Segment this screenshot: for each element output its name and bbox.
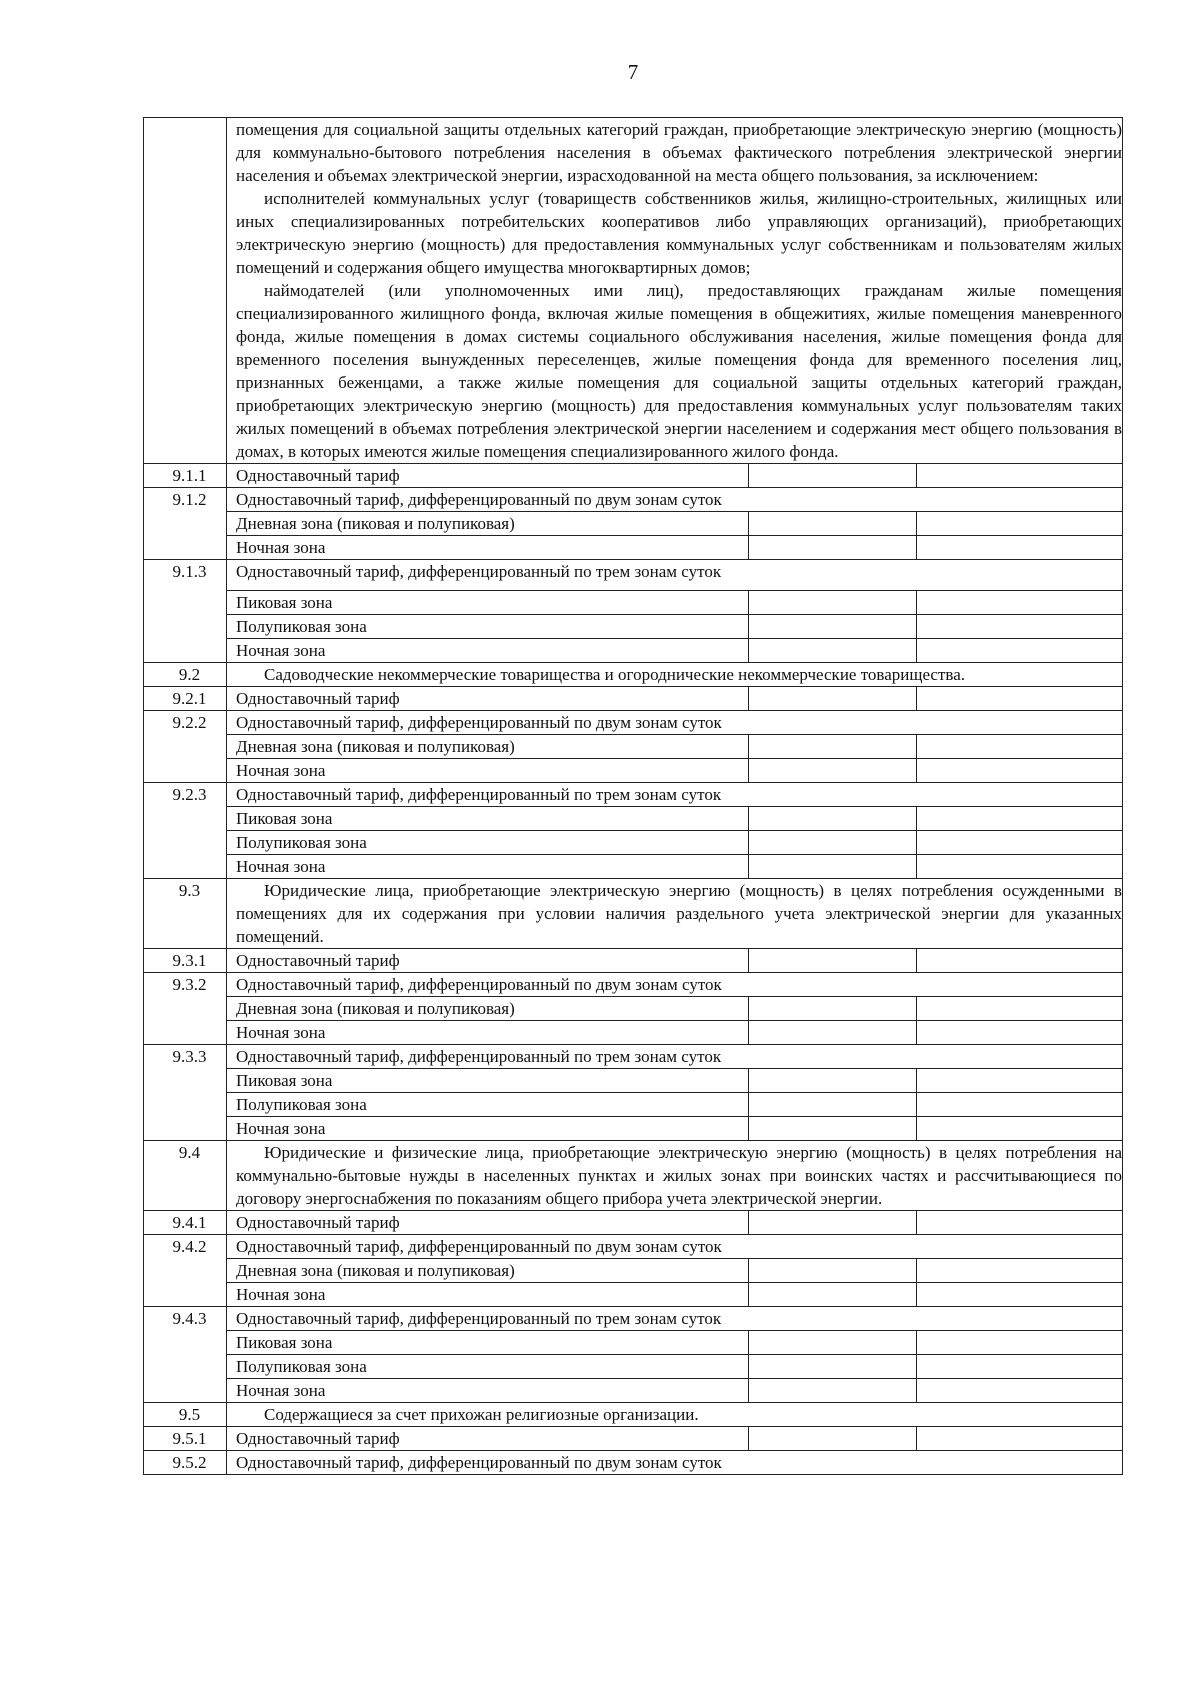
table-row: [144, 1379, 1123, 1403]
value-cell: [749, 1379, 917, 1403]
table-row: [144, 663, 1123, 687]
tariff-label: Одноставочный тариф: [227, 687, 749, 711]
value-cell: [917, 1331, 1123, 1355]
row-number: 9.4.2: [144, 1235, 227, 1307]
value-cell: [749, 615, 917, 639]
table-row: [144, 1355, 1123, 1379]
zone-label: Ночная зона: [227, 1379, 749, 1403]
section-description: Садоводческие некоммерческие товарищества и огороднические некоммерческие товарищества.: [227, 663, 1123, 687]
tariff-label: Одноставочный тариф: [227, 1427, 749, 1451]
table-row: [144, 464, 1123, 488]
value-cell: [749, 639, 917, 663]
table-row: [144, 1283, 1123, 1307]
zone-label: Полупиковая зона: [227, 831, 749, 855]
table-row: [144, 118, 1123, 464]
tariff-label: Одноставочный тариф: [227, 464, 749, 488]
table-row: [144, 1117, 1123, 1141]
paragraph: помещения для социальной защиты отдельных категорий граждан, приобретающие электрическую энергию (мощность) для коммунально-бытового потребления населения в объемах фактического потребления электрической энергии населения и объемах электрической энергии, израсходованной на места общего пользования, за исключением:: [236, 120, 1122, 185]
table-row: [144, 1069, 1123, 1093]
value-cell: [749, 1427, 917, 1451]
section-description: [227, 118, 1123, 464]
table-row: [144, 1307, 1123, 1331]
tariff-label: Одноставочный тариф, дифференцированный по двум зонам суток: [227, 1235, 1123, 1259]
value-cell: [917, 1211, 1123, 1235]
zone-label: Дневная зона (пиковая и полупиковая): [227, 1259, 749, 1283]
table-row: [144, 591, 1123, 615]
section-number: 9.3: [144, 879, 227, 949]
row-number: 9.5.2: [144, 1451, 227, 1475]
paragraph: наймодателей (или уполномоченных ими лиц), предоставляющих гражданам жилые помещения специализированного жилищного фонда, включая жилые помещения в общежитиях, жилые помещения маневренного фонда, жилые помещения в домах системы социального обслуживания населения, жилые помещения фонда для временного поселения вынужденных переселенцев, жилые помещения фонда для временного поселения лиц, признанных беженцами, а также жилые помещения для социальной защиты отдельных категорий граждан, приобретающих электрическую энергию (мощность) для предоставления коммунальных услуг пользователям таких жилых помещений в объемах потребления электрической энергии населением и содержания мест общего пользования в домах, в которых имеются жилые помещения специализированного жилого фонда.: [236, 281, 1122, 461]
zone-label: Ночная зона: [227, 1117, 749, 1141]
value-cell: [749, 1069, 917, 1093]
zone-label: Пиковая зона: [227, 807, 749, 831]
table-row: [144, 536, 1123, 560]
row-number: 9.3.3: [144, 1045, 227, 1141]
value-cell: [749, 1093, 917, 1117]
value-cell: [749, 1021, 917, 1045]
value-cell: [917, 1021, 1123, 1045]
value-cell: [749, 949, 917, 973]
value-cell: [917, 1069, 1123, 1093]
table-row: [144, 560, 1123, 591]
tariff-label: Одноставочный тариф: [227, 949, 749, 973]
zone-label: Полупиковая зона: [227, 615, 749, 639]
zone-label: Ночная зона: [227, 1283, 749, 1307]
value-cell: [917, 997, 1123, 1021]
tariff-label: Одноставочный тариф, дифференцированный по двум зонам суток: [227, 711, 1123, 735]
table-row: [144, 973, 1123, 997]
zone-label: Ночная зона: [227, 639, 749, 663]
value-cell: [917, 1259, 1123, 1283]
value-cell: [917, 1093, 1123, 1117]
value-cell: [749, 997, 917, 1021]
zone-label: Ночная зона: [227, 536, 749, 560]
value-cell: [749, 1259, 917, 1283]
value-cell: [749, 759, 917, 783]
value-cell: [917, 1283, 1123, 1307]
value-cell: [917, 735, 1123, 759]
value-cell: [917, 949, 1123, 973]
tariff-label: Одноставочный тариф, дифференцированный по двум зонам суток: [227, 973, 1123, 997]
table-row: [144, 1093, 1123, 1117]
value-cell: [749, 512, 917, 536]
zone-label: Ночная зона: [227, 1021, 749, 1045]
value-cell: [917, 807, 1123, 831]
table-row: [144, 1045, 1123, 1069]
value-cell: [749, 735, 917, 759]
row-number: 9.4.3: [144, 1307, 227, 1403]
section-number: 9.2: [144, 663, 227, 687]
table-row: [144, 949, 1123, 973]
tariff-label: Одноставочный тариф, дифференцированный по двум зонам суток: [227, 488, 1123, 512]
value-cell: [749, 1211, 917, 1235]
section-number: 9.5: [144, 1403, 227, 1427]
table-row: [144, 1259, 1123, 1283]
value-cell: [917, 536, 1123, 560]
row-number: 9.2.2: [144, 711, 227, 783]
zone-label: Пиковая зона: [227, 591, 749, 615]
value-cell: [749, 807, 917, 831]
row-number: 9.2.3: [144, 783, 227, 879]
zone-label: Дневная зона (пиковая и полупиковая): [227, 997, 749, 1021]
row-number: 9.2.1: [144, 687, 227, 711]
section-number: 9.4: [144, 1141, 227, 1211]
table-row: [144, 488, 1123, 512]
zone-label: Полупиковая зона: [227, 1093, 749, 1117]
zone-label: Дневная зона (пиковая и полупиковая): [227, 512, 749, 536]
zone-label: Дневная зона (пиковая и полупиковая): [227, 735, 749, 759]
table-row: [144, 639, 1123, 663]
table-row: [144, 997, 1123, 1021]
tariff-label: Одноставочный тариф, дифференцированный по трем зонам суток: [227, 560, 1123, 591]
value-cell: [917, 512, 1123, 536]
section-description: Юридические и физические лица, приобретающие электрическую энергию (мощность) в целях потребления на коммунально-бытовые нужды в населенных пунктах и жилых зонах при воинских частях и рассчитывающиеся по договору энергоснабжения по показаниям общего прибора учета электрической энергии.: [227, 1141, 1123, 1211]
value-cell: [749, 855, 917, 879]
value-cell: [749, 1117, 917, 1141]
zone-label: Пиковая зона: [227, 1331, 749, 1355]
page-number: 7: [627, 60, 639, 84]
table-row: [144, 687, 1123, 711]
table-row: [144, 1427, 1123, 1451]
row-number: 9.5.1: [144, 1427, 227, 1451]
value-cell: [917, 831, 1123, 855]
value-cell: [917, 687, 1123, 711]
row-number: 9.1.3: [144, 560, 227, 663]
value-cell: [749, 831, 917, 855]
value-cell: [917, 1427, 1123, 1451]
table-row: [144, 855, 1123, 879]
table-row: [144, 735, 1123, 759]
tariff-label: Одноставочный тариф, дифференцированный по трем зонам суток: [227, 1045, 1123, 1069]
table-row: [144, 1451, 1123, 1475]
value-cell: [749, 591, 917, 615]
value-cell: [917, 1117, 1123, 1141]
tariff-label: Одноставочный тариф: [227, 1211, 749, 1235]
row-number: 9.4.1: [144, 1211, 227, 1235]
value-cell: [749, 464, 917, 488]
zone-label: Ночная зона: [227, 855, 749, 879]
paragraph: исполнителей коммунальных услуг (товариществ собственников жилья, жилищно-строительных, жилищных или иных специализированных потребительских кооперативов либо управляющих организаций), приобретающих электрическую энергию (мощность) для предоставления коммунальных услуг собственникам и пользователям жилых помещений и содержания общего имущества многоквартирных домов;: [236, 189, 1122, 277]
table-row: [144, 1141, 1123, 1211]
table-row: [144, 783, 1123, 807]
value-cell: [917, 855, 1123, 879]
value-cell: [917, 591, 1123, 615]
table-row: [144, 807, 1123, 831]
value-cell: [917, 464, 1123, 488]
value-cell: [917, 615, 1123, 639]
table-row: [144, 512, 1123, 536]
section-description: Юридические лица, приобретающие электрическую энергию (мощность) в целях потребления осужденными в помещениях для их содержания при условии наличия раздельного учета электрической энергии для указанных помещений.: [227, 879, 1123, 949]
tariff-label: Одноставочный тариф, дифференцированный по трем зонам суток: [227, 1307, 1123, 1331]
table-row: [144, 615, 1123, 639]
zone-label: Пиковая зона: [227, 1069, 749, 1093]
section-description: Содержащиеся за счет прихожан религиозные организации.: [227, 1403, 1123, 1427]
table-row: [144, 759, 1123, 783]
zone-label: Полупиковая зона: [227, 1355, 749, 1379]
row-number: 9.3.1: [144, 949, 227, 973]
value-cell: [917, 759, 1123, 783]
tariff-label: Одноставочный тариф, дифференцированный по двум зонам суток: [227, 1451, 1123, 1475]
zone-label: Ночная зона: [227, 759, 749, 783]
tariff-label: Одноставочный тариф, дифференцированный по трем зонам суток: [227, 783, 1123, 807]
value-cell: [749, 1283, 917, 1307]
value-cell: [749, 536, 917, 560]
table-row: [144, 711, 1123, 735]
table-row: [144, 1403, 1123, 1427]
row-number: 9.1.2: [144, 488, 227, 560]
row-number: 9.1.1: [144, 464, 227, 488]
value-cell: [749, 687, 917, 711]
value-cell: [749, 1355, 917, 1379]
table-row: [144, 1021, 1123, 1045]
tariff-table: [143, 117, 1123, 1475]
table-row: [144, 1331, 1123, 1355]
value-cell: [749, 1331, 917, 1355]
value-cell: [917, 1355, 1123, 1379]
table-row: [144, 831, 1123, 855]
row-number: 9.3.2: [144, 973, 227, 1045]
table-row: [144, 1235, 1123, 1259]
value-cell: [917, 639, 1123, 663]
table-row: [144, 1211, 1123, 1235]
value-cell: [917, 1379, 1123, 1403]
table-row: [144, 879, 1123, 949]
row-number: [144, 118, 227, 464]
